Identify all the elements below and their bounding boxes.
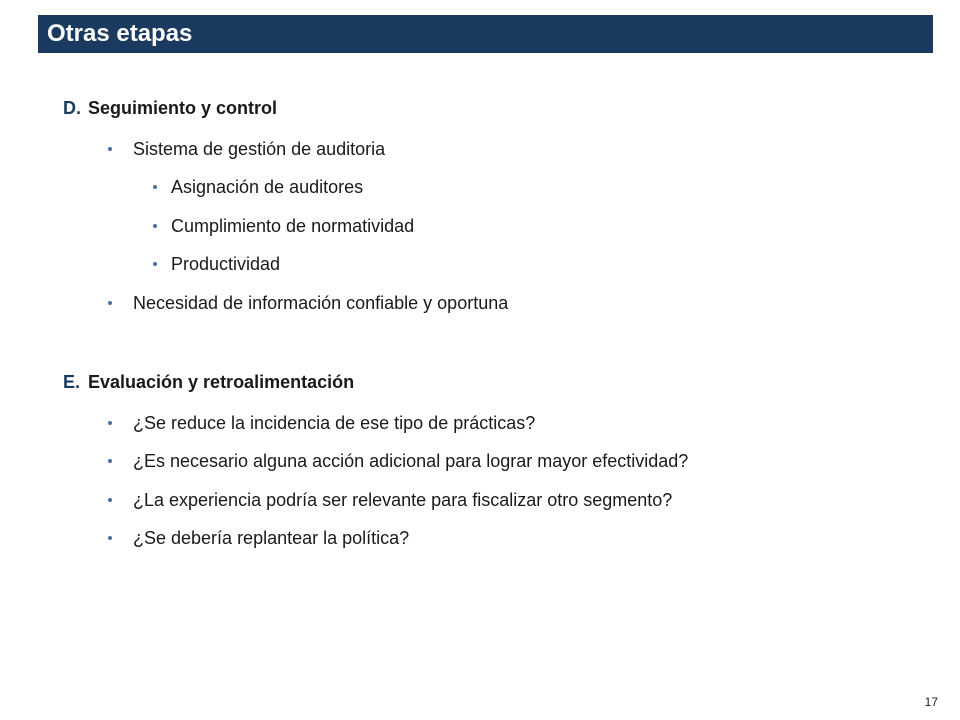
section-title: Evaluación y retroalimentación — [88, 372, 355, 392]
section-heading-d — [63, 97, 277, 119]
sub-list-item: Cumplimiento de normatividad — [171, 216, 415, 236]
section-heading-e — [63, 371, 354, 393]
title-bar — [38, 15, 933, 53]
sub-list-item: Productividad — [171, 254, 281, 274]
bullet-dot-icon — [108, 459, 112, 463]
list-item: ¿Se debería replantear la política? — [133, 528, 410, 548]
list-item: Sistema de gestión de auditoria — [133, 139, 386, 159]
bullet-dot-icon — [108, 536, 112, 540]
bullet-dot-icon — [108, 301, 112, 305]
list-item: ¿Se reduce la incidencia de ese tipo de prácticas? — [133, 413, 536, 433]
bullet-dot-icon — [108, 421, 112, 425]
page-number: 17 — [924, 695, 938, 709]
section-letter: E. — [63, 372, 81, 392]
bullet-dot-icon — [153, 185, 157, 189]
list-item: ¿Es necesario alguna acción adicional para lograr mayor efectividad? — [133, 451, 689, 471]
section-letter: D. — [63, 98, 81, 118]
bullet-dot-icon — [153, 224, 157, 228]
bullet-dot-icon — [108, 147, 112, 151]
bullet-dot-icon — [108, 498, 112, 502]
list-item: ¿La experiencia podría ser relevante para fiscalizar otro segmento? — [133, 490, 673, 510]
section-title: Seguimiento y control — [88, 98, 278, 118]
sub-list-item: Asignación de auditores — [171, 177, 364, 197]
bullet-dot-icon — [153, 262, 157, 266]
list-item: Necesidad de información confiable y oportuna — [133, 293, 509, 313]
slide-title: Otras etapas — [47, 20, 193, 47]
